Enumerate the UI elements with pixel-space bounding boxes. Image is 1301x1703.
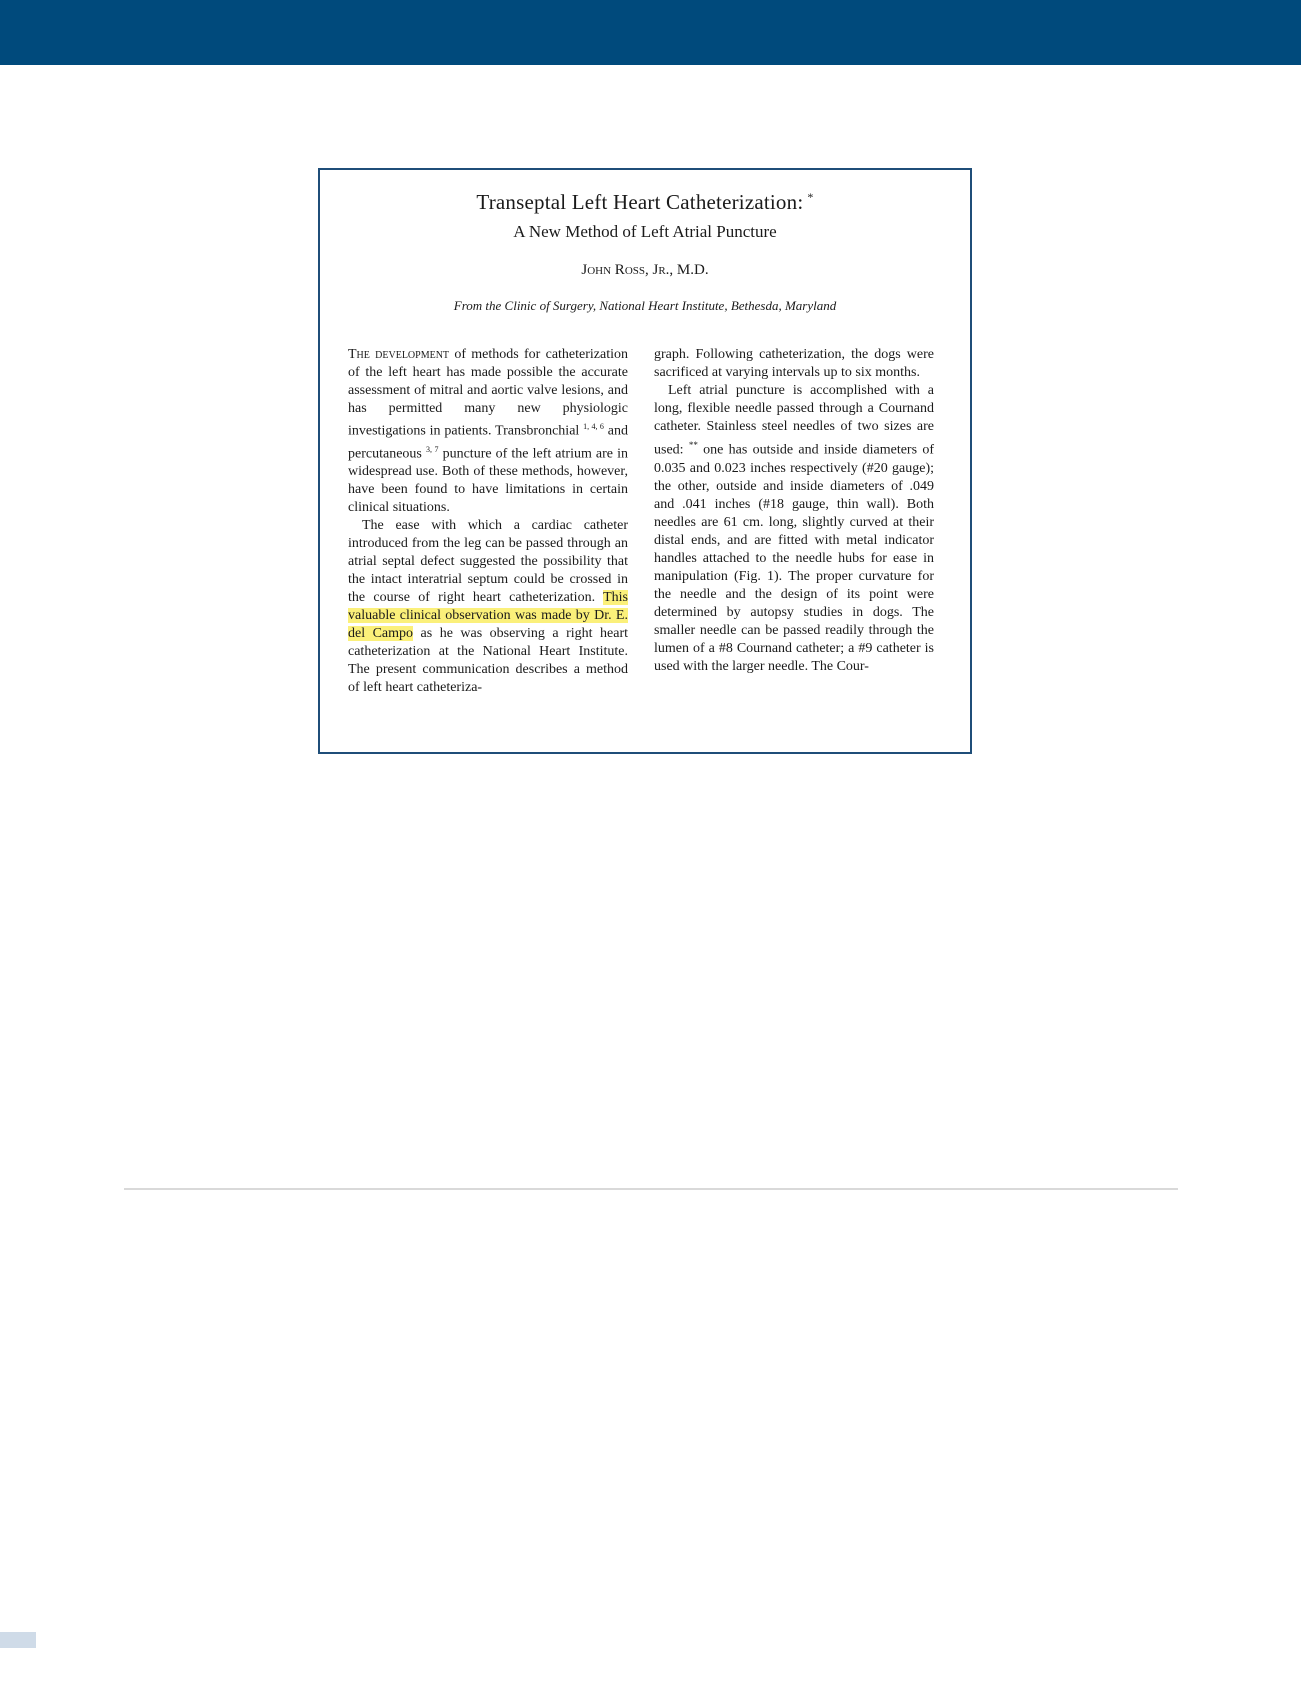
reference-superscript: 1, 4, 6 [583,422,604,431]
footnote-mark: ** [688,440,698,450]
paragraph-text: one has outside and inside diameters of 0.035 and 0.023 inches respectively (#20 gauge); the other, outside and inside diameters of .049 and .041 inches (#18 gauge, thin wall). Both needles are 61 cm. long, slightly curved at their distal ends, and are fitted with metal indicator handles attached to the needle hubs for ease in manipulation (Fig. 1). The proper curvature for the needle and the design of its point were determined by autopsy studies in dogs. The smaller needle can be passed readily through the lumen of a #8 Cournand catheter; a #9 catheter is used with the larger needle. The Cour- [654,442,934,674]
paragraph-text: as he was observing a right heart catheterization at the National Heart Institute. The present communication describes a method of left heart catheteriza- [348,626,629,696]
paper-title-text: Transeptal Left Heart Catheterization: [476,190,804,214]
lead-in-caps: The development [348,347,450,362]
paragraph-text: and percutaneous [348,423,628,462]
paragraph-text: of methods for catheterization of the left heart has made possible the accurate assessment of mitral and aortic valve lesions, and has permitted many new physiologic investigations in patients. Transbronchial [348,347,628,439]
section-divider [124,1188,1178,1190]
text-column-right [654,346,934,676]
paragraph-intro [348,346,628,517]
paragraph-continued: graph. Following catheterization, the dogs were sacrificed at varying intervals up to six months. [654,347,934,380]
paragraph-text: The ease with which a cardiac catheter introduced from the leg can be passed through an atrial septal defect suggested the possibility that the intact interatrial septum could be crossed in the course of right heart catheterization. [348,518,628,606]
paragraph-observation [348,517,628,697]
paper-author: John Ross, Jr., M.D. [581,262,709,278]
paper-subtitle: A New Method of Left Atrial Puncture [513,222,777,241]
header-bar [0,0,1301,65]
corner-tab [0,1632,36,1648]
text-column-left [348,346,628,697]
paragraph-text: puncture of the left atrium are in widespread use. Both of these methods, however, have been found to have limitations in certain clinical situations. [348,446,628,516]
highlighted-text: This valuable clinical observation was made by Dr. E. del Campo [348,590,628,642]
paragraph-text: Left atrial puncture is accomplished with a long, flexible needle passed through a Cournand catheter. Stainless steel needles of two sizes are used: [654,383,934,458]
paragraph-method [654,382,934,676]
article-excerpt-figure [318,168,972,754]
reference-superscript: 3, 7 [425,444,439,454]
paper-title [320,190,970,215]
paper-affiliation: From the Clinic of Surgery, National Heart Institute, Bethesda, Maryland [453,298,837,313]
title-footnote-mark: * [807,190,814,204]
